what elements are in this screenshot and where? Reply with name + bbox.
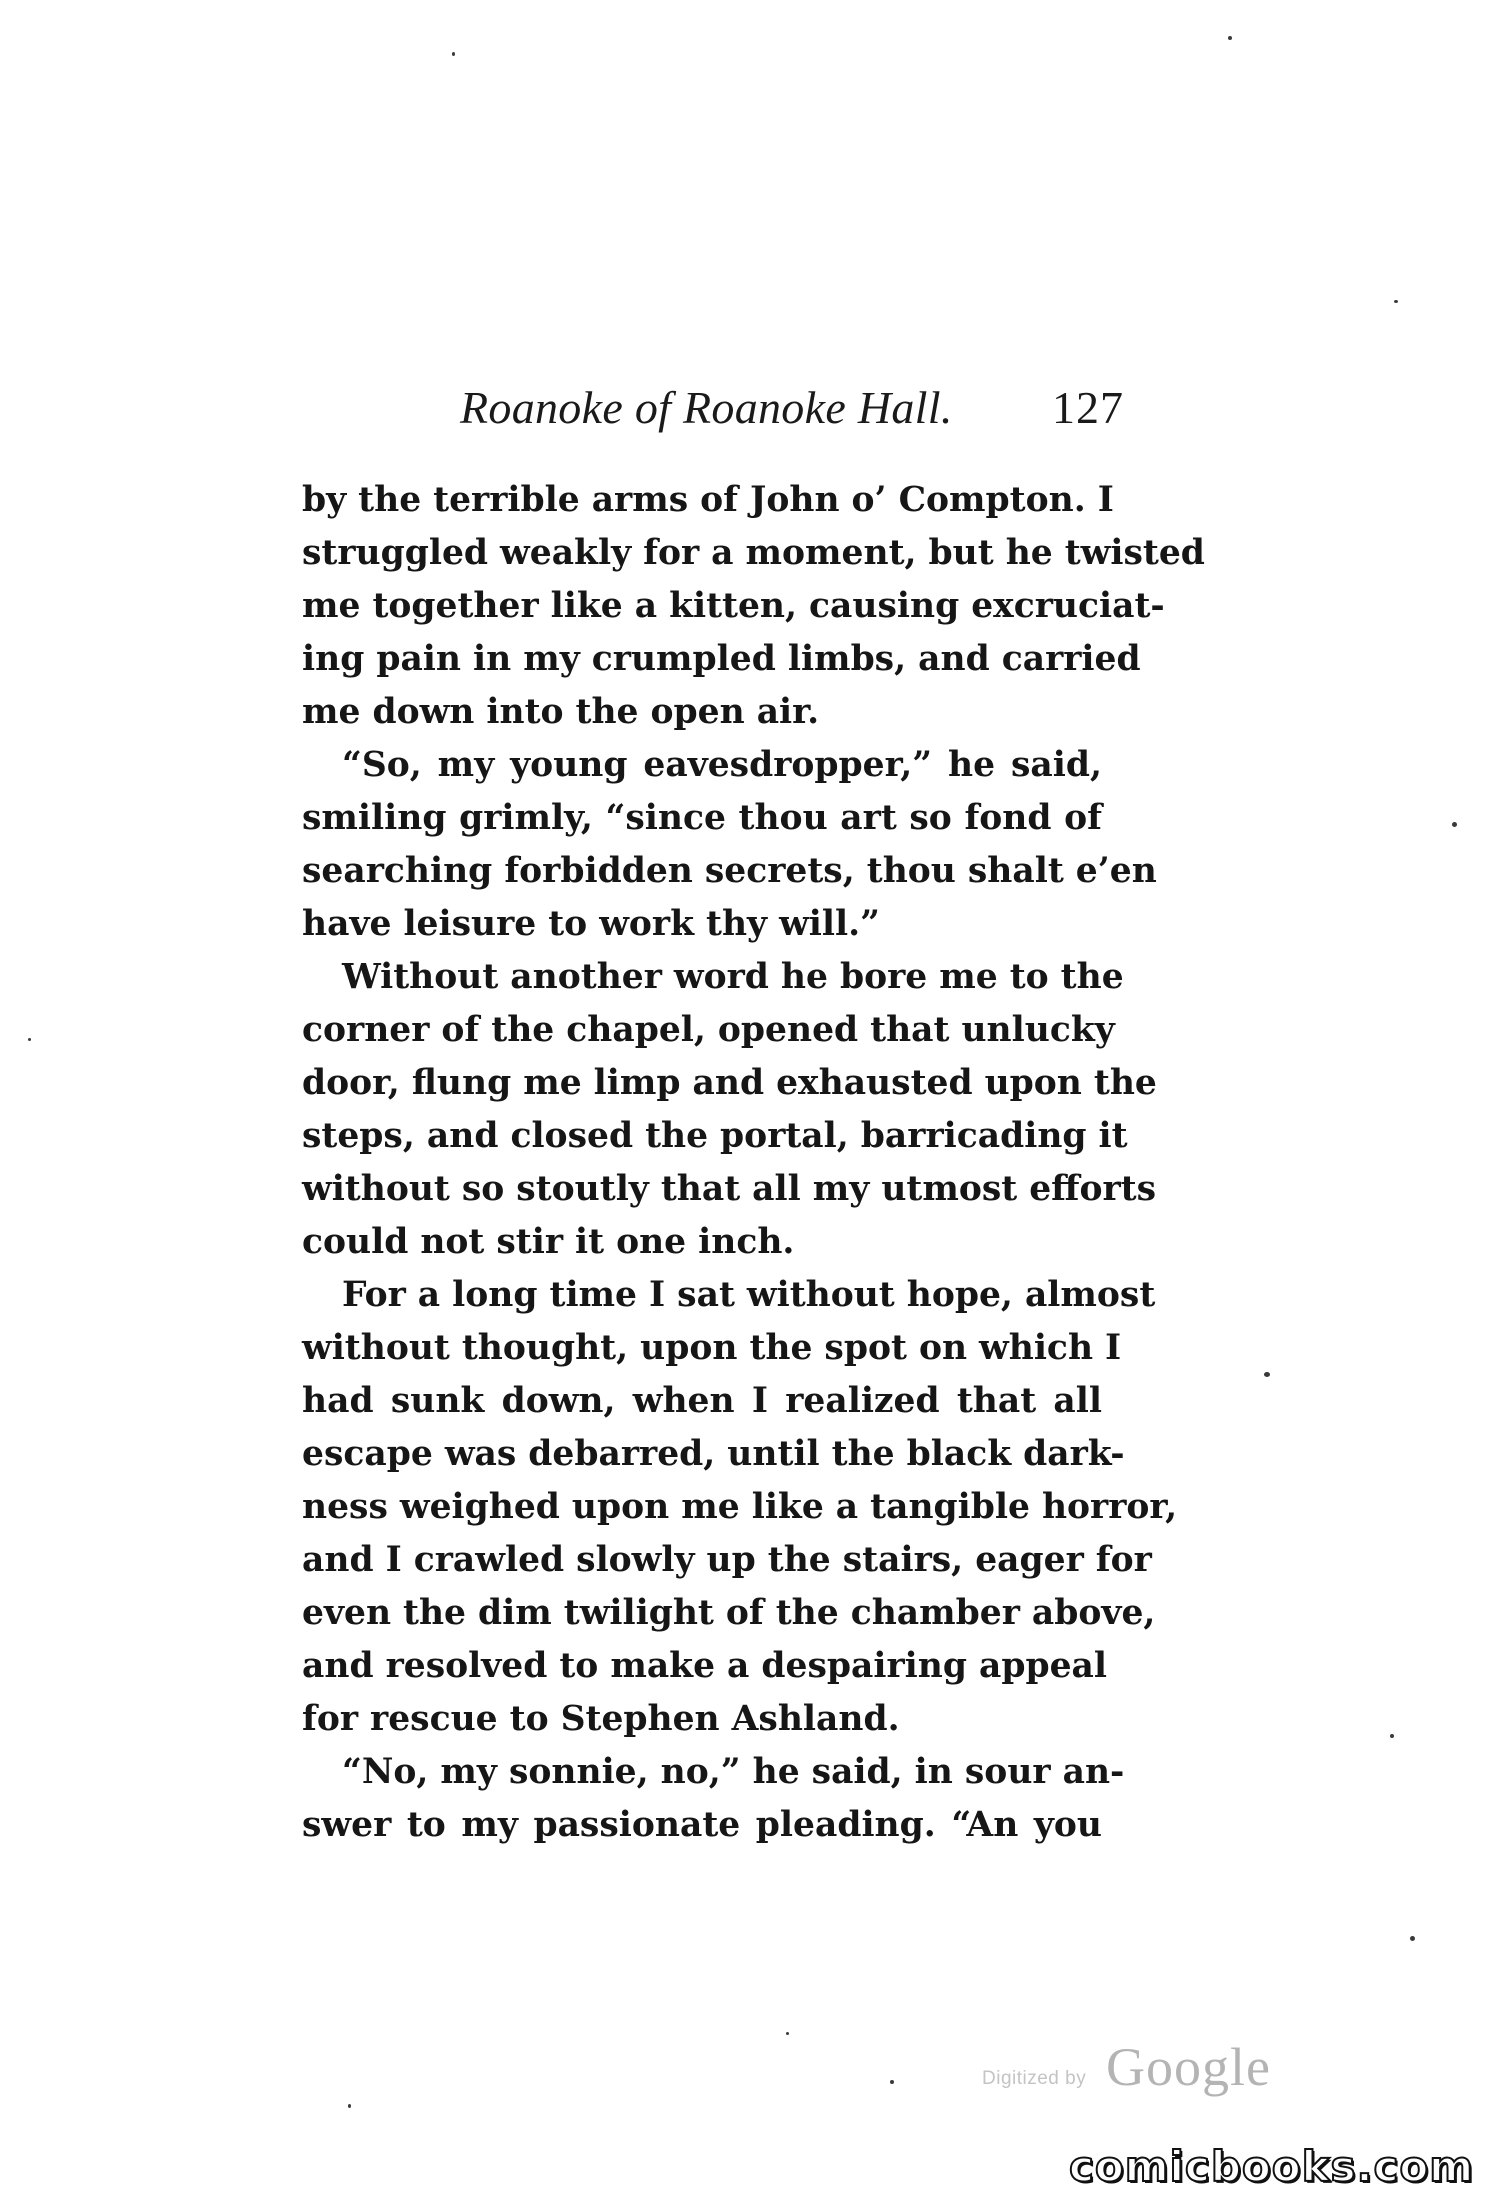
body-text	[302, 474, 1205, 1852]
text-line: For a long time I sat without hope, almost	[342, 1275, 1156, 1315]
google-watermark	[982, 2036, 1302, 2106]
text-line: and resolved to make a despairing appeal	[302, 1646, 1108, 1686]
running-head	[440, 378, 1124, 438]
text-line: me down into the open air.	[302, 692, 820, 732]
scan-speck	[890, 2080, 894, 2084]
site-watermark: comicbooks.com	[1069, 2142, 1474, 2191]
text-line: by the terrible arms of John o’ Compton. I	[302, 480, 1114, 520]
text-line: for rescue to Stephen Ashland.	[302, 1699, 900, 1739]
scan-speck	[452, 52, 455, 56]
text-line: and I crawled slowly up the stairs, eager for	[302, 1540, 1152, 1580]
scan-speck	[1264, 1372, 1270, 1377]
running-title: Roanoke of Roanoke Hall.	[460, 382, 953, 433]
text-line: even the dim twilight of the chamber above,	[302, 1593, 1156, 1633]
text-line: corner of the chapel, opened that unlucky	[302, 1010, 1115, 1050]
text-line: could not stir it one inch.	[302, 1222, 795, 1262]
page-number: 127	[1052, 382, 1124, 433]
text-line: searching forbidden secrets, thou shalt e’en	[302, 851, 1157, 891]
text-line: struggled weakly for a moment, but he twisted	[302, 533, 1205, 573]
google-logo: Google	[1106, 2037, 1271, 2097]
text-line: had sunk down, when I realized that all	[302, 1381, 1102, 1421]
text-line: swer to my passionate pleading. “An you	[302, 1805, 1102, 1845]
text-line: ing pain in my crumpled limbs, and carried	[302, 639, 1141, 679]
scan-speck	[348, 2104, 351, 2108]
scan-speck	[1228, 36, 1232, 40]
text-line: steps, and closed the portal, barricading it	[302, 1116, 1128, 1156]
text-line: have leisure to work thy will.”	[302, 904, 880, 944]
scan-speck	[1390, 1734, 1394, 1738]
text-line: “No, my sonnie, no,” he said, in sour an-	[342, 1752, 1125, 1792]
scan-speck	[28, 1038, 31, 1041]
text-line: smiling grimly, “since thou art so fond of	[302, 798, 1102, 838]
text-line: “So, my young eavesdropper,” he said,	[342, 745, 1102, 785]
text-line: without so stoutly that all my utmost efforts	[302, 1169, 1157, 1209]
text-line: me together like a kitten, causing excruciat-	[302, 586, 1165, 626]
scan-speck	[1410, 1936, 1415, 1941]
text-line: Without another word he bore me to the	[342, 957, 1124, 997]
text-line: escape was debarred, until the black dark-	[302, 1434, 1125, 1474]
scan-speck	[786, 2032, 789, 2035]
text-line: without thought, upon the spot on which I	[302, 1328, 1122, 1368]
text-line: door, flung me limp and exhausted upon the	[302, 1063, 1157, 1103]
scan-speck	[1452, 822, 1457, 827]
digitized-by-label: Digitized by	[982, 2068, 1087, 2089]
scan-speck	[1394, 300, 1398, 303]
text-line: ness weighed upon me like a tangible horror,	[302, 1487, 1178, 1527]
